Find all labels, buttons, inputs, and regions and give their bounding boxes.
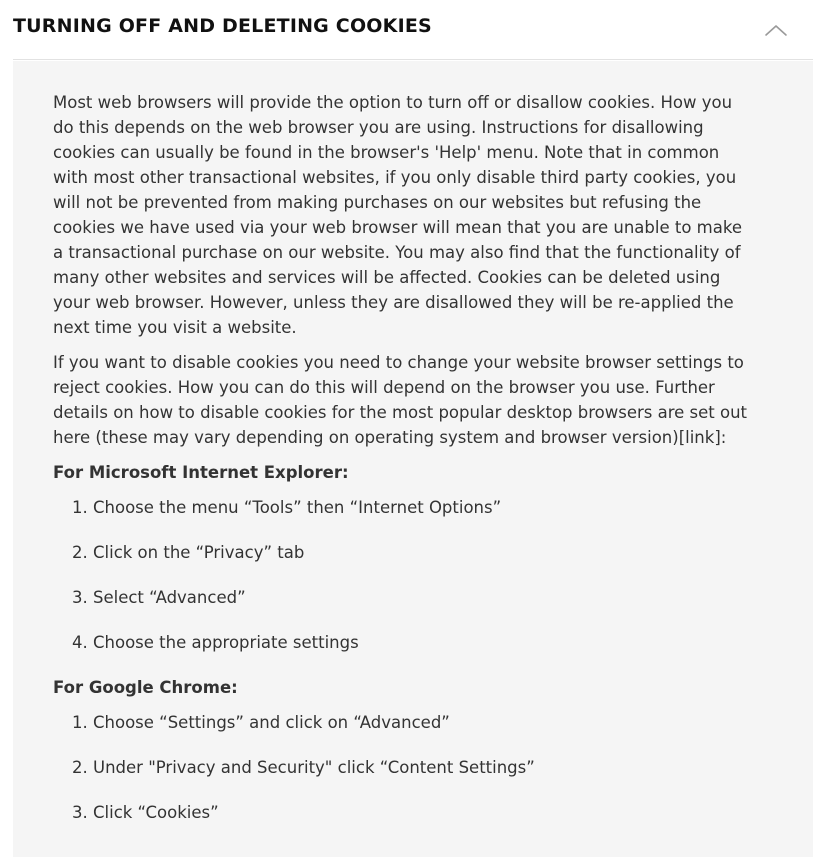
accordion-title[interactable]: TURNING OFF AND DELETING COOKIES [13,15,432,37]
chevron-up-icon [762,18,790,42]
list-item: 2. Under "Privacy and Security" click “Content Settings” [93,755,753,780]
list-item: 1. Choose the menu “Tools” then “Internet Options” [93,495,753,520]
chrome-steps-list [53,710,753,825]
ie-steps-list [53,495,753,655]
list-item: 1. Choose “Settings” and click on “Advanced” [93,710,753,735]
list-item: 3. Select “Advanced” [93,585,753,610]
collapse-toggle-button[interactable] [762,18,790,42]
intro-paragraph: Most web browsers will provide the option to turn off or disallow cookies. How you do this depends on the web browser you are using. Instructions for disallowing cookies can usually be found in the browser's 'Help' menu. Note that in common with most other transactional websites, if you only disable third party cookies, you will not be prevented from making purchases on our websites but refusing the cookies we have used via your web browser will mean that you are unable to make a transactional purchase on our website. You may also find that the functionality of many other websites and services will be affected. Cookies can be deleted using your web browser. However, unless they are disallowed they will be re-applied the next time you visit a website. [53,93,742,337]
list-item: 3. Click “Cookies” [93,800,753,825]
accordion-content [53,90,753,845]
list-item: 4. Choose the appropriate settings [93,630,753,655]
list-item: 2. Click on the “Privacy” tab [93,540,753,565]
ie-heading: For Microsoft Internet Explorer: [53,463,349,482]
chrome-heading: For Google Chrome: [53,678,238,697]
instructions-paragraph: If you want to disable cookies you need to change your website browser settings to reject cookies. How you can do this will depend on the browser you use. Further details on how to disable cookies for the most popular desktop browsers are set out here (these may vary depending on operating system and browser version)[link]: [53,353,748,447]
accordion-panel [13,61,813,857]
accordion-header[interactable] [13,0,813,60]
